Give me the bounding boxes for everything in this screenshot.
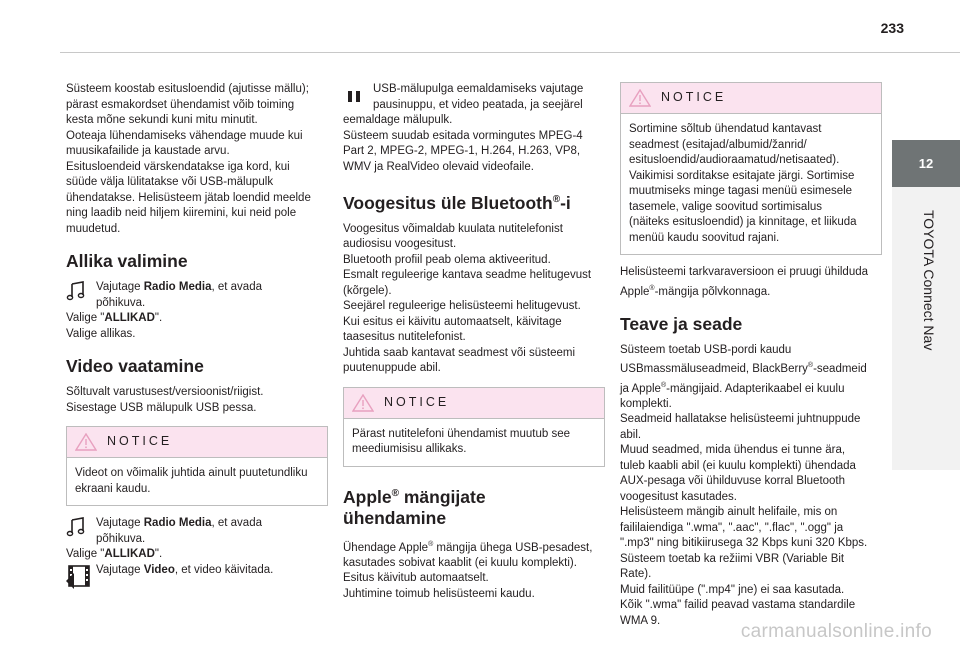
column-2 bbox=[343, 82, 605, 602]
music-note-icon bbox=[66, 516, 88, 538]
warning-triangle-icon bbox=[75, 433, 97, 451]
video-step-1: Vajutage Radio Media, et avada põhikuva. bbox=[66, 516, 328, 547]
usb-formats-text: eemaldage mälupulk. Süsteem suudab esitada vormingutes MPEG-4 Part 2, MPEG-2, MPEG-1, H.264, H.263, VP8, WMV ja RealVideo olevaid videofaile. bbox=[343, 114, 583, 173]
notice-box-sorting bbox=[620, 82, 882, 255]
heading-info: Teave ja seade bbox=[620, 313, 743, 334]
software-compat-text: Helisüsteemi tarkvaraversioon ei pruugi ühilduda Apple®-mängija põlvkonnaga. bbox=[620, 266, 869, 298]
heading-bluetooth: Voogesitus üle Bluetooth®-i bbox=[343, 192, 571, 213]
page-number: 233 bbox=[880, 20, 904, 36]
playlist-paragraph: Süsteem koostab esitusloendid (ajutisse mällu); pärast esmakordset ühendamist võib toiming kesta mõne sekundi kuni mitu minutit. Ooteaja lühendamiseks vähendage muude kui muusikafailide ja kaustade arvu. Esitusloendeid värskendatakse iga kord, kui süüde välja lülitatakse või USB-mälupulk ühendatakse. Helisüsteem jätab loendid meelde ning laadib neid hiljem kiiremini, kui neid pole muudetud. bbox=[66, 83, 311, 235]
notice-text: Pärast nutitelefoni ühendamist muutub see meediumisisu allikaks. bbox=[352, 427, 570, 456]
notice-title: NOTICE bbox=[384, 395, 450, 410]
warning-triangle-icon bbox=[352, 394, 374, 412]
notice-title: NOTICE bbox=[107, 434, 173, 449]
usb-pause-step: USB-mälupulga eemaldamiseks vajutage pausinuppu, et video peatada, ja seejärel bbox=[343, 82, 605, 113]
heading-source-select: Allika valimine bbox=[66, 251, 188, 271]
video-intro: Sõltuvalt varustusest/versioonist/riigist. Sisestage USB mälupulk USB pessa. bbox=[66, 386, 264, 414]
warning-triangle-icon bbox=[629, 89, 651, 107]
video-step-2: Vajutage Video, et video käivitada. bbox=[66, 563, 328, 595]
film-icon bbox=[66, 563, 92, 589]
notice-text: Videot on võimalik juhtida ainult puutetundliku ekraani kaudu. bbox=[75, 467, 308, 495]
apple-text: Ühendage Apple® mängija ühega USB-pesadest, kasutades sobivat kaablit (ei kuulu komplekti). Esitus käivitub automaatselt. Juhtimine toimub helisüsteemi kaudu. bbox=[343, 540, 593, 600]
heading-apple: Apple® mängijate ühendamine bbox=[343, 486, 486, 528]
column-1 bbox=[66, 82, 328, 594]
chapter-title: TOYOTA Connect Nav bbox=[921, 210, 937, 351]
notice-text: Sortimine sõltub ühendatud kantavast seadmest (esitajad/albumid/žanrid/ esitusloendid/audioraamatud/netisaated). Vaikimisi sorditakse esitajate järgi. Sortimise muutmiseks minge tagasi menüü esimesele tasemele, valige soovitud sortimisalus (näiteks esitusloendid) ja kinnitage, et liikuda menüü kaudu soovitud rajani. bbox=[629, 123, 857, 244]
column-3 bbox=[620, 82, 882, 629]
chapter-tab[interactable] bbox=[892, 140, 960, 187]
source-select-text: Valige "ALLIKAD". Valige allikas. bbox=[66, 312, 163, 340]
watermark: carmanualsonline.info bbox=[740, 621, 932, 642]
video-select-text: Valige "ALLIKAD". bbox=[66, 548, 163, 560]
notice-box-video bbox=[66, 426, 328, 506]
heading-video: Video vaatamine bbox=[66, 356, 204, 376]
info-text: Süsteem toetab USB-pordi kaudu USBmassmäluseadmeid, BlackBerry®-seadmeid ja Apple®-mängijaid. Adapterikaabel ei kuulu komplekti. Seadmeid hallatakse helisüsteemi juhtnuppude abil. Muud seadmed, mida ühendus ei tunne ära, tuleb kaabli abil (ei kuulu komplekti) ühendada AUX-pesaga või ühilduvuse korral Bluetooth voogesitust kasutades. Helisüsteem mängib ainult helifaile, mis on faililaiendiga ".wma", ".aac", ".flac", ".ogg" ja ".mp3" ning bitikiirusega 32 Kbps kuni 320 Kbps. Süsteem toetab ka režiimi VBR (Variable Bit Rate). Muid failitüüpe (".mp4" jne) ei saa kasutada. Kõik ".wma" failid peavad vastama standardile WMA 9. bbox=[620, 343, 868, 627]
music-note-icon bbox=[66, 280, 88, 302]
notice-title: NOTICE bbox=[661, 90, 727, 105]
chapter-number: 12 bbox=[918, 156, 934, 171]
notice-box-bluetooth bbox=[343, 387, 605, 467]
header-rule bbox=[60, 52, 960, 53]
pause-icon bbox=[343, 82, 365, 104]
bluetooth-text: Voogesitus võimaldab kuulata nutitelefonist audiosisu voogesitust. Bluetooth profiil peab olema aktiveeritud. Esmalt reguleerige kantava seadme helitugevust (kõrgele). Seejärel reguleerige helisüsteemi helitugevust. Kui esitus ei käivitu automaatselt, käivitage taasesitus nutitelefonist. Juhtida saab kantavat seadmest või süsteemi puutenuppude abil. bbox=[343, 222, 592, 375]
source-step: Vajutage Radio Media, et avada põhikuva. bbox=[66, 280, 328, 311]
